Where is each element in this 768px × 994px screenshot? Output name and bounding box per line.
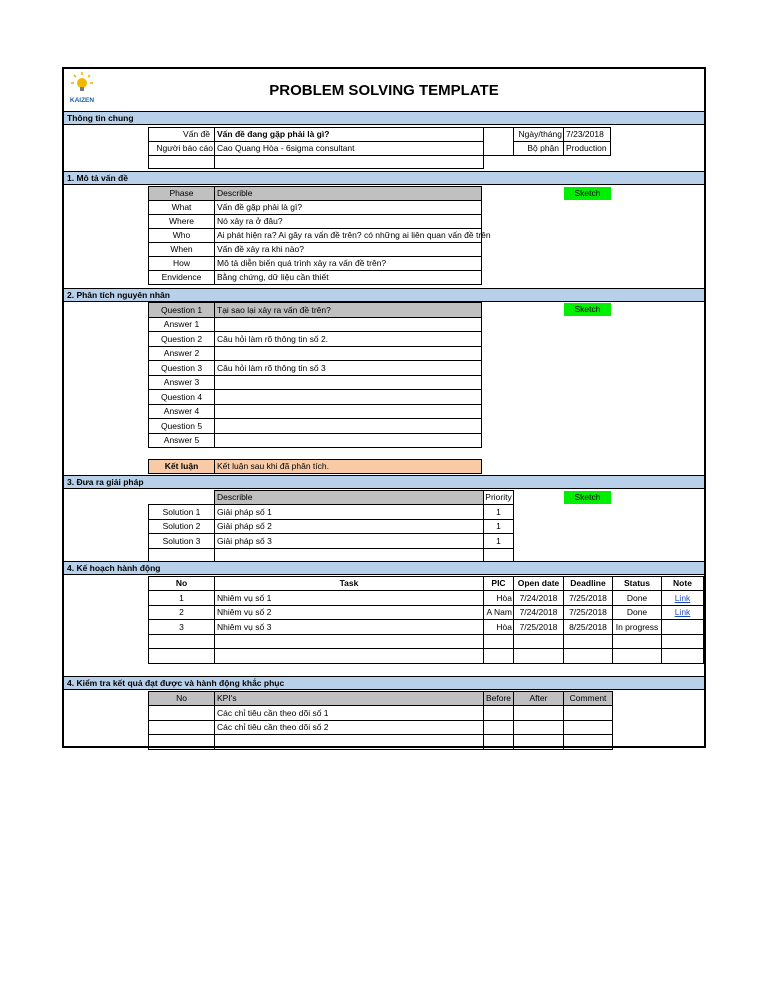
describe-text-cell[interactable]: Vấn đề gặp phải là gì? <box>214 200 482 215</box>
plan-blank-cell <box>612 634 662 650</box>
analysis-label-cell: Question 3 <box>148 360 215 376</box>
template-sheet <box>62 67 706 748</box>
describe-sketch-border <box>704 186 705 288</box>
plan-header-task: Task <box>214 576 484 591</box>
analysis-text-cell[interactable] <box>214 433 482 449</box>
describe-text-cell[interactable]: Vấn đề xảy ra khi nào? <box>214 242 482 257</box>
logo-text: KAIZEN <box>69 97 95 104</box>
check-blank-cell[interactable] <box>563 734 613 750</box>
check-blank-cell[interactable] <box>483 720 514 736</box>
plan-header-open: Open date <box>513 576 564 591</box>
plan-blank-cell <box>612 648 662 664</box>
solution-priority-cell[interactable]: 1 <box>483 533 514 549</box>
analysis-label-cell: Answer 5 <box>148 433 215 449</box>
check-blank-cell[interactable] <box>513 705 564 721</box>
plan-blank-cell <box>513 648 564 664</box>
check-header-no: No <box>148 691 215 706</box>
check-blank-cell[interactable] <box>513 734 564 750</box>
describe-text-cell[interactable]: Nó xảy ra ở đâu? <box>214 214 482 229</box>
plan-blank-cell <box>214 634 484 650</box>
solution-text-cell[interactable]: Giải pháp số 1 <box>214 504 484 520</box>
describe-phase-cell: What <box>148 200 215 215</box>
section-describe: 1. Mô tả vấn đề <box>64 171 704 185</box>
describe-phase-cell: Envidence <box>148 270 215 285</box>
plan-blank-cell <box>148 648 215 664</box>
plan-deadline-cell[interactable]: 8/25/2018 <box>563 619 613 635</box>
check-kpi-cell[interactable]: Các chỉ tiêu cần theo dõi số 2 <box>214 720 484 736</box>
analysis-label-cell: Question 4 <box>148 389 215 405</box>
check-header-after: After <box>513 691 564 706</box>
solution-priority-cell[interactable]: 1 <box>483 519 514 535</box>
plan-blank-cell <box>483 634 514 650</box>
analysis-label-cell: Answer 4 <box>148 404 215 420</box>
analysis-text-cell[interactable]: Tại sao lại xảy ra vấn đề trên? <box>214 302 482 318</box>
analysis-text-cell[interactable]: Câu hỏi làm rõ thông tin số 3 <box>214 360 482 376</box>
check-blank-cell[interactable] <box>483 734 514 750</box>
conclusion-text[interactable]: Kết luận sau khi đã phân tích. <box>214 459 482 474</box>
plan-open-cell[interactable]: 7/24/2018 <box>513 605 564 621</box>
solution-label-cell: Solution 3 <box>148 533 215 549</box>
solution-text-cell[interactable]: Giải pháp số 3 <box>214 533 484 549</box>
dept-value[interactable]: Production <box>563 141 611 156</box>
describe-header-phase: Phase <box>148 186 215 201</box>
check-kpi-cell[interactable]: Các chỉ tiêu cần theo dõi số 1 <box>214 705 484 721</box>
section-solutions: 3. Đưa ra giải pháp <box>64 475 704 489</box>
describe-phase-cell: How <box>148 256 215 271</box>
analysis-text-cell[interactable] <box>214 418 482 434</box>
describe-phase-cell: Who <box>148 228 215 243</box>
plan-task-cell[interactable]: Nhiêm vụ số 1 <box>214 590 484 606</box>
plan-header-pic: PIC <box>483 576 514 591</box>
conclusion-label: Kết luận <box>148 459 215 474</box>
solution-label-cell: Solution 1 <box>148 504 215 520</box>
check-blank-cell[interactable] <box>483 705 514 721</box>
plan-blank-cell <box>563 634 613 650</box>
plan-blank-cell <box>661 634 704 650</box>
analysis-text-cell[interactable] <box>214 346 482 362</box>
check-blank-cell[interactable] <box>214 734 484 750</box>
plan-blank-cell <box>513 634 564 650</box>
plan-task-cell[interactable]: Nhiêm vụ số 3 <box>214 619 484 635</box>
date-value[interactable]: 7/23/2018 <box>563 127 611 142</box>
analysis-label-cell: Question 5 <box>148 418 215 434</box>
analysis-sketch-border <box>704 302 705 474</box>
problem-value[interactable]: Vấn đề đang gặp phải là gì? <box>214 127 484 142</box>
plan-status-cell[interactable]: Done <box>612 605 662 621</box>
plan-blank-cell <box>563 648 613 664</box>
solutions-sketch-button[interactable]: Sketch <box>564 491 611 504</box>
plan-task-cell[interactable]: Nhiêm vụ số 2 <box>214 605 484 621</box>
describe-text-cell[interactable]: Bằng chứng, dữ liệu cần thiết <box>214 270 482 285</box>
analysis-label-cell: Answer 3 <box>148 375 215 391</box>
describe-text-cell[interactable]: Mô tả diễn biến quá trình xảy ra vấn đề trên? <box>214 256 482 271</box>
date-label: Ngày/tháng <box>513 127 564 142</box>
general-blank-3 <box>483 127 514 156</box>
solution-priority-cell[interactable]: 1 <box>483 504 514 520</box>
plan-blank-cell <box>214 648 484 664</box>
plan-blank-cell <box>148 634 215 650</box>
analysis-text-cell[interactable] <box>214 404 482 420</box>
check-blank-cell <box>148 720 215 736</box>
reporter-label: Người báo cáo <box>148 141 215 156</box>
analysis-sketch-button[interactable]: Sketch <box>564 303 611 316</box>
dept-label: Bộ phận <box>513 141 564 156</box>
solutions-sketch-border <box>704 489 705 561</box>
plan-note-cell[interactable]: Link <box>661 590 704 606</box>
plan-note-cell[interactable]: Link <box>661 605 704 621</box>
plan-no-cell: 2 <box>148 605 215 621</box>
page-title: PROBLEM SOLVING TEMPLATE <box>269 81 499 99</box>
check-header-kpi: KPI's <box>214 691 484 706</box>
check-blank-cell[interactable] <box>563 705 613 721</box>
section-check: 4. Kiểm tra kết quả đạt được và hành động khắc phục <box>64 676 704 690</box>
analysis-label-cell: Question 2 <box>148 331 215 347</box>
analysis-text-cell[interactable] <box>214 389 482 405</box>
section-plan: 4. Kế hoạch hành động <box>64 561 704 575</box>
plan-status-cell[interactable]: Done <box>612 590 662 606</box>
check-header-before: Before <box>483 691 514 706</box>
problem-label: Vấn đề <box>148 127 215 142</box>
plan-blank-cell <box>483 648 514 664</box>
analysis-label-cell: Question 1 <box>148 302 215 318</box>
plan-status-cell[interactable]: In progress <box>612 619 662 635</box>
check-blank-cell <box>148 734 215 750</box>
describe-text-cell[interactable]: Ai phát hiện ra? Ai gây ra vấn đề trên? có những ai liên quan vấn đề trên <box>214 228 482 243</box>
section-analysis: 2. Phân tích nguyên nhân <box>64 288 704 302</box>
describe-phase-cell: When <box>148 242 215 257</box>
plan-no-cell: 3 <box>148 619 215 635</box>
plan-header-status: Status <box>612 576 662 591</box>
describe-phase-cell: Where <box>148 214 215 229</box>
solution-text-cell[interactable]: Giải pháp số 2 <box>214 519 484 535</box>
plan-header-note: Note <box>661 576 704 591</box>
solutions-header-describe: Describle <box>214 490 484 505</box>
plan-no-cell: 1 <box>148 590 215 606</box>
plan-header-deadline: Deadline <box>563 576 613 591</box>
analysis-label-cell: Answer 1 <box>148 317 215 333</box>
check-header-comment: Comment <box>563 691 613 706</box>
plan-pic-cell[interactable]: A Nam <box>483 605 514 621</box>
analysis-text-cell[interactable] <box>214 375 482 391</box>
general-blank-1[interactable] <box>148 155 215 169</box>
solution-label-cell: Solution 2 <box>148 519 215 535</box>
general-blank-2[interactable] <box>214 155 484 169</box>
reporter-value[interactable]: Cao Quang Hòa - 6sigma consultant <box>214 141 484 156</box>
describe-sketch-button[interactable]: Sketch <box>564 187 611 200</box>
plan-pic-cell[interactable]: Hòa <box>483 590 514 606</box>
plan-header-no: No <box>148 576 215 591</box>
check-blank-cell <box>148 705 215 721</box>
plan-blank-cell <box>661 648 704 664</box>
solutions-header-priority: Priority <box>483 490 514 505</box>
analysis-text-cell[interactable]: Câu hỏi làm rõ thông tin số 2. <box>214 331 482 347</box>
plan-pic-cell[interactable]: Hòa <box>483 619 514 635</box>
analysis-label-cell: Answer 2 <box>148 346 215 362</box>
analysis-text-cell[interactable] <box>214 317 482 333</box>
plan-note-cell <box>661 619 704 635</box>
plan-open-cell[interactable]: 7/24/2018 <box>513 590 564 606</box>
plan-deadline-cell[interactable]: 7/25/2018 <box>563 605 613 621</box>
check-blank-cell[interactable] <box>513 720 564 736</box>
plan-open-cell[interactable]: 7/25/2018 <box>513 619 564 635</box>
check-blank-cell[interactable] <box>563 720 613 736</box>
plan-deadline-cell[interactable]: 7/25/2018 <box>563 590 613 606</box>
describe-header-describe: Describle <box>214 186 482 201</box>
section-general: Thông tin chung <box>64 111 704 125</box>
